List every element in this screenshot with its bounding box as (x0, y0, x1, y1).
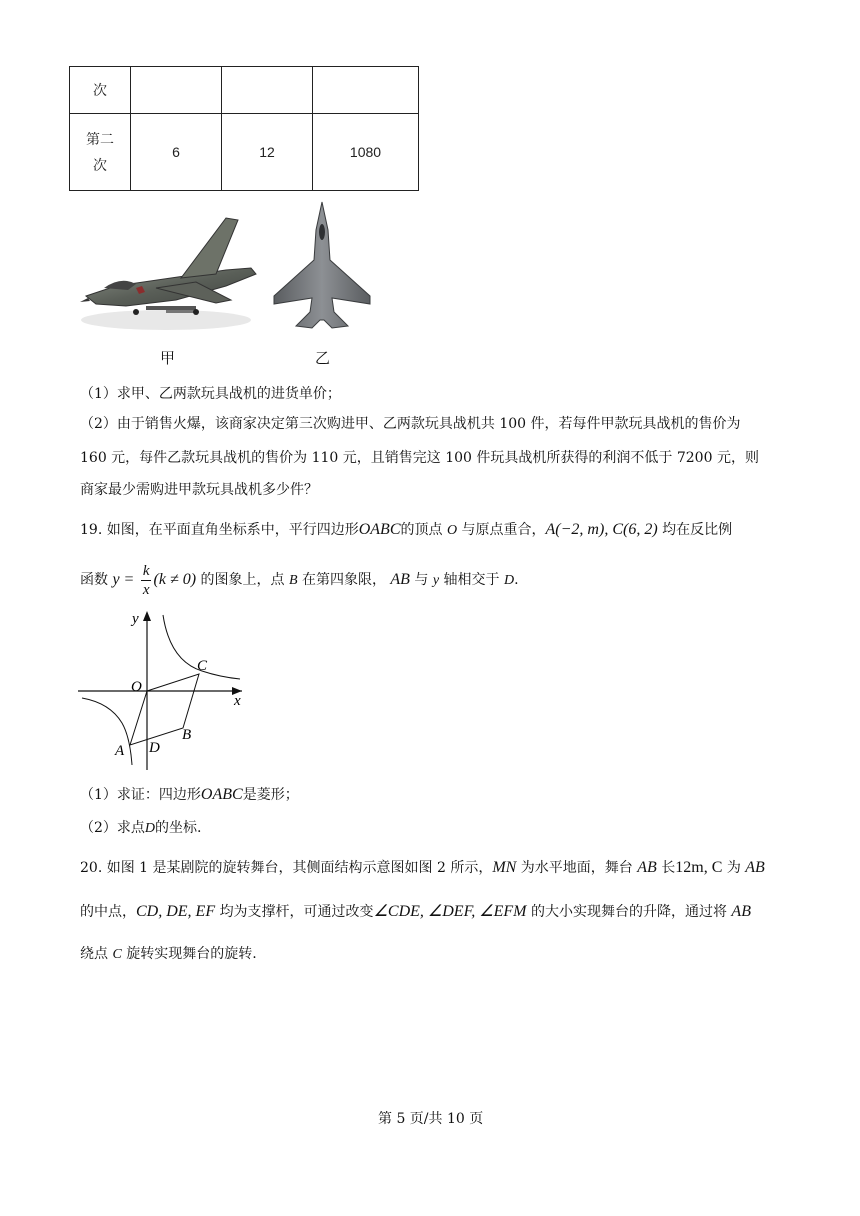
q19-part2: （2）求点D的坐标. (80, 820, 202, 836)
q19-part1: （1）求证：四边形OABC是菱形； (80, 786, 299, 803)
table-cell (313, 67, 419, 114)
table-cell: 12 (222, 114, 313, 191)
q18-part1: （1）求甲、乙两款玩具战机的进货单价； (80, 386, 341, 402)
table-cell: 第二次 (70, 114, 131, 191)
label-b: B (182, 727, 192, 743)
label-a: A (115, 743, 125, 759)
table-cell: 1080 (313, 114, 419, 191)
label-x: x (234, 693, 241, 709)
page-footer: 第 5 页/共 10 页 (378, 1111, 484, 1127)
fraction: $\frac{k}{x}$ (142, 562, 150, 598)
hyperbola-branch-2 (82, 698, 132, 765)
q20-line1: 20. 如图 1 是某剧院的旋转舞台，其侧面结构示意图如图 2 所示，MN 为水平地面，舞台 AB 长12m, C 为 AB (80, 859, 765, 876)
label-o: O (131, 679, 142, 695)
y-axis-arrow (143, 611, 151, 621)
table-cell: 次 (70, 67, 131, 114)
table-row (70, 114, 419, 191)
label-d: D (149, 740, 160, 756)
table-cell (131, 67, 222, 114)
jet-yi-image (272, 200, 372, 332)
q19-line2: 函数 y = $\frac{k}{x}$ (k ≠ 0) 的图象上，点 B 在第四象限， AB 与 y 轴相交于 D. (80, 562, 519, 598)
label-y: y (132, 611, 139, 627)
label-c: C (197, 658, 208, 674)
table-cell (222, 67, 313, 114)
q20-line2: 的中点，CD, DE, EF 均为支撑杆，可通过改变∠CDE, ∠DEF, ∠EFM 的大小实现舞台的升降，通过将 AB (80, 903, 751, 920)
table-cell: 6 (131, 114, 222, 191)
jet-jia-label: 甲 (160, 349, 176, 367)
q18-part2-line1: （2）由于销售火爆，该商家决定第三次购进甲、乙两款玩具战机共 100 件，若每件甲款玩具战机的售价为 (80, 416, 741, 432)
q18-part2-line3: 商家最少需购进甲款玩具战机多少件？ (80, 482, 318, 498)
data-table (69, 66, 419, 191)
jet-jia-image (76, 208, 266, 338)
q19-line1: 19. 如图，在平面直角坐标系中，平行四边形OABC的顶点 O 与原点重合，A(−2, m), C(6, 2) 均在反比例 (80, 521, 733, 538)
q18-part2-line2: 160 元，每件乙款玩具战机的售价为 110 元，且销售完这 100 件玩具战机所获得的利润不低于 7200 元，则 (80, 450, 759, 466)
jet-yi-label: 乙 (315, 349, 331, 367)
table-row (70, 67, 419, 114)
q19-figure (70, 605, 260, 775)
q20-line3: 绕点 C 旋转实现舞台的旋转. (80, 946, 257, 962)
